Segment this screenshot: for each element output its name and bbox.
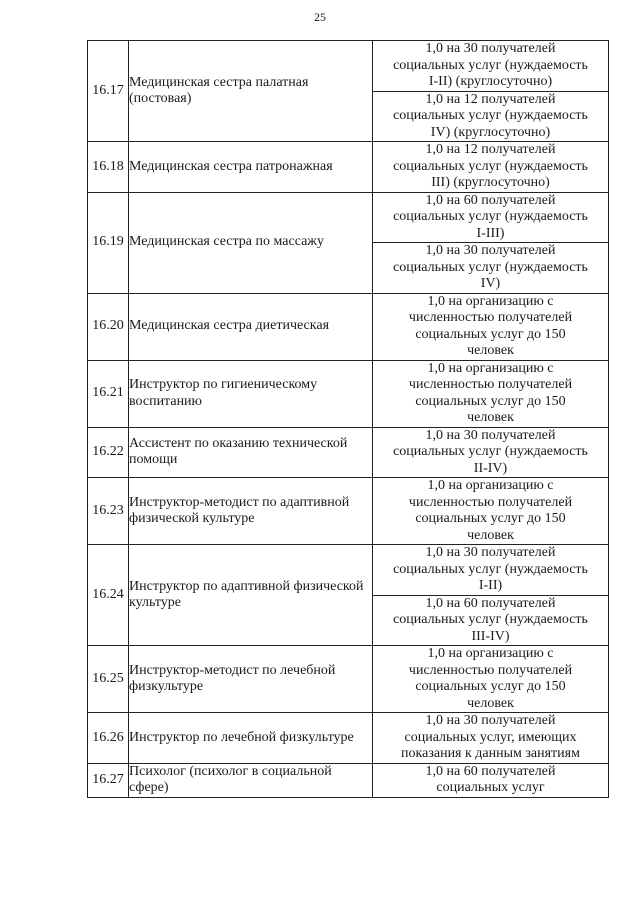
norm-line: человек (467, 527, 514, 543)
norm-line: человек (467, 343, 514, 358)
staffing-norm (373, 478, 609, 545)
norm-line: 1,0 на организацию с (427, 293, 554, 309)
staffing-norm (373, 360, 609, 427)
norm-line: социальных услуг (нуждаемость (393, 108, 588, 123)
staffing-norm (373, 192, 609, 243)
table-row (88, 360, 609, 427)
position-name: Медицинская сестра патронажная (129, 142, 373, 193)
table-row (88, 192, 609, 243)
norm-line: социальных услуг (436, 780, 545, 795)
norm-line: социальных услуг (нуждаемость (393, 612, 588, 627)
page-number: 25 (314, 10, 326, 24)
table-row (88, 646, 609, 713)
norm-line: I-III) (476, 225, 505, 241)
norm-line: 1,0 на 30 получателей (425, 427, 556, 443)
position-name: Психолог (психолог в социальной сфере) (129, 763, 373, 797)
norm-line: 1,0 на 12 получателей (425, 91, 556, 107)
staffing-norm (373, 595, 609, 646)
norm-line: численностью получателей (408, 310, 573, 325)
row-number: 16.17 (88, 41, 129, 142)
position-name: Медицинская сестра палатная (постовая) (129, 41, 373, 142)
row-number: 16.23 (88, 478, 129, 545)
row-number: 16.25 (88, 646, 129, 713)
row-number: 16.18 (88, 142, 129, 193)
norm-line: социальных услуг (нуждаемость (393, 259, 588, 275)
norm-line: социальных услуг (нуждаемость (393, 209, 588, 224)
norm-line: социальных услуг до 150 (415, 679, 566, 694)
table-body (88, 41, 609, 798)
norm-line: социальных услуг (нуждаемость (393, 57, 588, 73)
staffing-norm (373, 713, 609, 764)
position-name: Ассистент по оказанию технической помощи (129, 427, 373, 478)
norm-line: 1,0 на 60 получателей (425, 763, 556, 779)
staffing-norm (373, 763, 609, 797)
norm-line: III) (круглосуточно) (431, 175, 550, 190)
row-number: 16.26 (88, 713, 129, 764)
position-name: Инструктор-методист по адаптивной физической культуре (129, 478, 373, 545)
norm-line: 1,0 на 30 получателей (425, 243, 556, 258)
staffing-norm (373, 646, 609, 713)
norm-line: IV) (круглосуточно) (430, 124, 551, 140)
position-name: Медицинская сестра диетическая (129, 293, 373, 360)
norm-line: социальных услуг до 150 (415, 326, 566, 342)
norm-line: 1,0 на 60 получателей (425, 192, 556, 208)
table-row (88, 293, 609, 360)
norm-line: 1,0 на организацию с (427, 360, 554, 376)
staffing-norm (373, 545, 609, 596)
norm-line: 1,0 на 30 получателей (425, 41, 556, 56)
norm-line: II-IV) (473, 460, 508, 476)
norm-line: социальных услуг (нуждаемость (393, 444, 588, 459)
norm-line: IV) (480, 276, 501, 291)
norm-line: социальных услуг до 150 (415, 511, 566, 526)
norm-line: 1,0 на организацию с (427, 646, 554, 661)
row-number: 16.19 (88, 192, 129, 293)
staffing-norm (373, 91, 609, 142)
table-row (88, 713, 609, 764)
norm-line: 1,0 на 60 получателей (425, 595, 556, 611)
norm-line: социальных услуг до 150 (415, 393, 566, 409)
row-number: 16.21 (88, 360, 129, 427)
position-name: Инструктор по гигиеническому воспитанию (129, 360, 373, 427)
staffing-norm (373, 41, 609, 92)
norm-line: человек (467, 695, 514, 711)
position-name: Инструктор-методист по лечебной физкультуре (129, 646, 373, 713)
position-name: Инструктор по адаптивной физической культуре (129, 545, 373, 646)
staffing-norm (373, 427, 609, 478)
row-number: 16.27 (88, 763, 129, 797)
norm-line: социальных услуг, имеющих (404, 729, 577, 745)
row-number: 16.24 (88, 545, 129, 646)
norm-line: 1,0 на 30 получателей (425, 545, 556, 560)
table-row (88, 763, 609, 797)
norm-line: I-II) (круглосуточно) (428, 74, 553, 89)
table-row (88, 142, 609, 193)
norm-line: социальных услуг (нуждаемость (393, 158, 588, 174)
norm-line: численностью получателей (408, 494, 573, 510)
norm-line: I-II) (478, 578, 503, 593)
row-number: 16.22 (88, 427, 129, 478)
position-name: Медицинская сестра по массажу (129, 192, 373, 293)
staffing-norm (373, 243, 609, 294)
norm-line: 1,0 на организацию с (427, 478, 554, 493)
norm-line: социальных услуг (нуждаемость (393, 561, 588, 577)
norm-line: численностью получателей (408, 662, 573, 678)
row-number: 16.20 (88, 293, 129, 360)
table-row (88, 478, 609, 545)
norm-line: человек (467, 410, 514, 425)
staffing-norm (373, 293, 609, 360)
norm-line: численностью получателей (408, 377, 573, 392)
position-name: Инструктор по лечебной физкультуре (129, 713, 373, 764)
norm-line: 1,0 на 12 получателей (425, 142, 556, 157)
norm-line: показания к данным занятиям (401, 746, 580, 761)
table-row (88, 41, 609, 92)
staff-norms-table (87, 40, 609, 798)
table-row (88, 427, 609, 478)
norm-line: III-IV) (471, 628, 510, 644)
table-row (88, 545, 609, 596)
norm-line: 1,0 на 30 получателей (425, 713, 556, 728)
staffing-norm (373, 142, 609, 193)
